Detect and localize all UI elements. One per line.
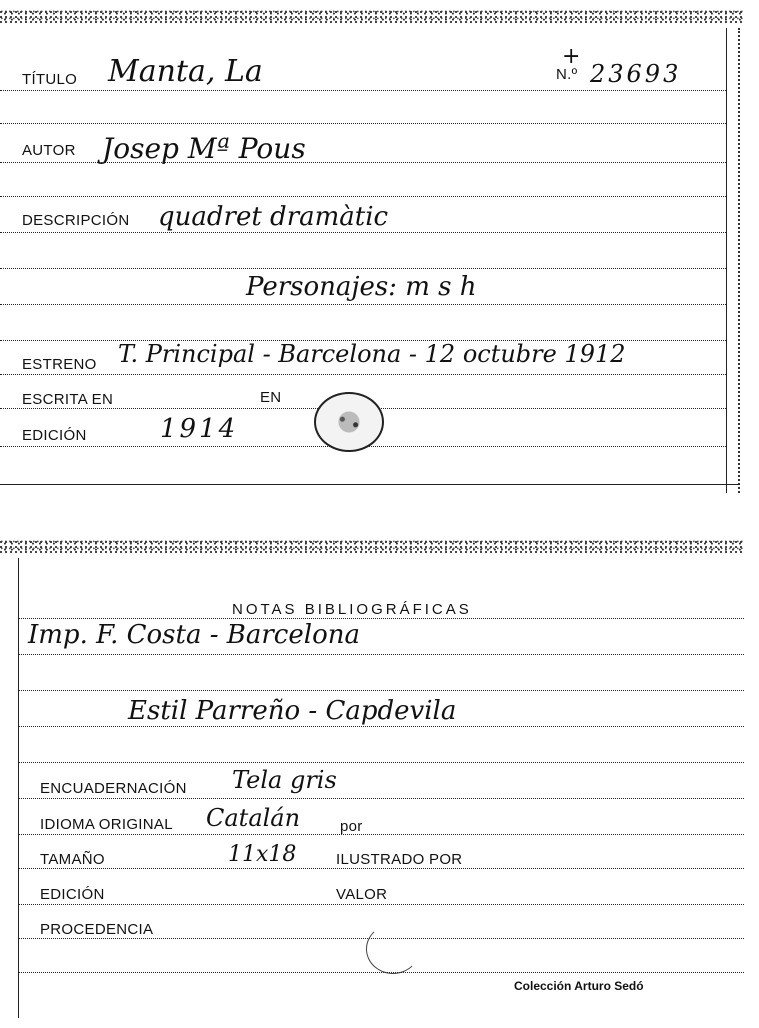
- provenance-label: PROCEDENCIA: [40, 921, 154, 938]
- premiere-value: T. Principal - Barcelona - 12 octubre 1912: [118, 340, 626, 368]
- notes-line-1: Imp. F. Costa - Barcelona: [28, 620, 360, 650]
- description-rule: [0, 232, 726, 233]
- number-label: N.º: [556, 66, 578, 83]
- characters-value: Personajes: m s h: [246, 272, 477, 302]
- rule-6: [0, 268, 726, 269]
- language-label: IDIOMA ORIGINAL: [40, 816, 173, 833]
- binding-value: Tela gris: [232, 766, 337, 794]
- cross-mark-icon: +: [562, 44, 581, 69]
- size-rule: [18, 868, 744, 869]
- author-rule: [0, 162, 726, 163]
- faint-circle-mark: [366, 924, 420, 974]
- size-value: 11x18: [228, 842, 297, 867]
- card-right-edge: [726, 28, 727, 493]
- card1-bottom-rule: [0, 484, 740, 485]
- written-in-label: ESCRITA EN: [22, 391, 114, 408]
- author-value: Josep Mª Pous: [102, 132, 306, 165]
- notes-rule-3: [18, 690, 744, 691]
- rule-7: [0, 304, 726, 305]
- rule-4: [0, 196, 726, 197]
- title-rule: [0, 90, 726, 91]
- card-top-edge: [0, 540, 745, 554]
- illustrated-label: ILUSTRADO POR: [336, 851, 463, 868]
- binding-label: ENCUADERNACIÓN: [40, 780, 187, 797]
- language-value: Catalán: [206, 804, 301, 832]
- language-rule: [18, 834, 744, 835]
- edition-value: 1914: [160, 414, 239, 444]
- library-stamp: [314, 392, 384, 452]
- size-label: TAMAÑO: [40, 851, 105, 868]
- premiere-rule: [0, 374, 726, 375]
- premiere-label: ESTRENO: [22, 356, 97, 373]
- notes-line-2: Estil Parreño - Capdevila: [128, 696, 457, 726]
- description-value: quadret dramàtic: [158, 202, 389, 232]
- en-label: EN: [260, 389, 282, 406]
- edition-label: EDICIÓN: [22, 427, 87, 444]
- card-left-edge: [18, 558, 19, 1018]
- edition-rule-2: [18, 904, 744, 905]
- description-label: DESCRIPCIÓN: [22, 212, 130, 229]
- notes-rule-4: [18, 726, 744, 727]
- author-label: AUTOR: [22, 142, 76, 159]
- edition-label-2: EDICIÓN: [40, 886, 105, 903]
- by-label: por: [340, 818, 363, 835]
- collection-credit: Colección Arturo Sedó: [514, 979, 644, 993]
- rule-2: [0, 123, 726, 124]
- number-value: 23693: [590, 60, 682, 88]
- card2-bottom-rule: [18, 972, 744, 973]
- binding-rule: [18, 798, 744, 799]
- title-label: TÍTULO: [22, 71, 78, 88]
- card-right-texture: [738, 28, 740, 493]
- notes-rule-2: [18, 654, 744, 655]
- title-value: Manta, La: [108, 54, 263, 89]
- card-top-edge: [0, 10, 745, 24]
- notes-rule-5: [18, 762, 744, 763]
- value-label: VALOR: [336, 886, 388, 903]
- notes-rule-1: [18, 618, 744, 619]
- notes-title: NOTAS BIBLIOGRÁFICAS: [232, 601, 472, 618]
